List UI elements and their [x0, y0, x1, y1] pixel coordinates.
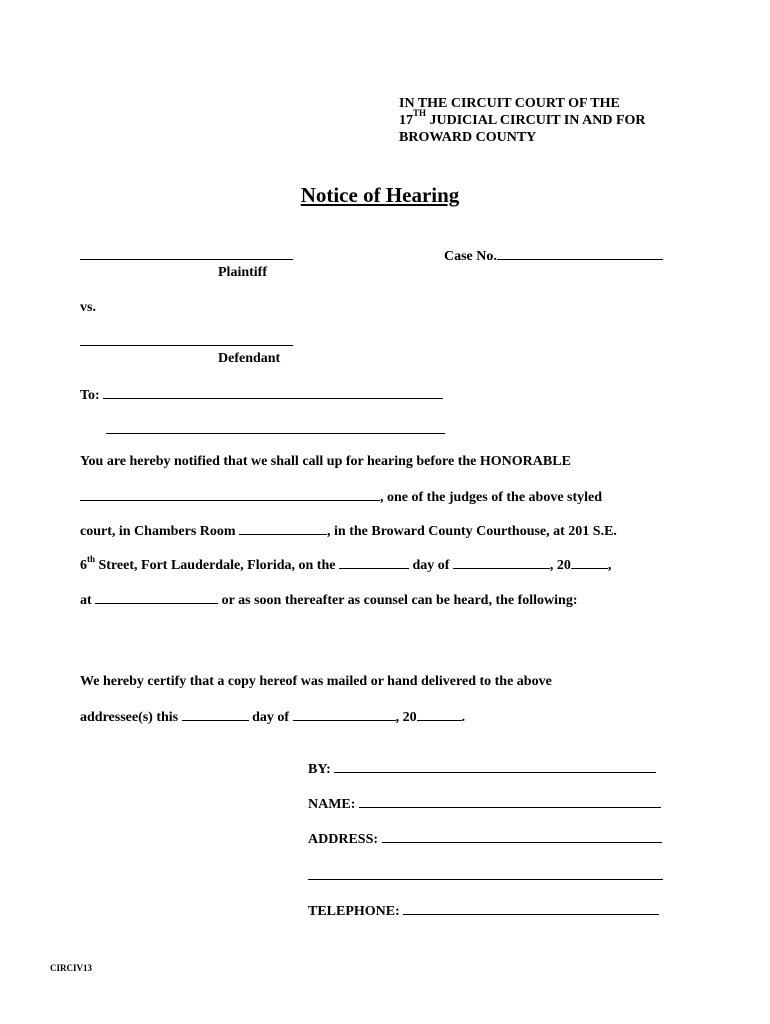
- circuit-number: 17: [399, 113, 413, 128]
- address-field-2[interactable]: [308, 867, 663, 885]
- judge-name-field[interactable]: [80, 488, 380, 501]
- circuit-text: JUDICIAL CIRCUIT IN AND FOR: [426, 113, 646, 128]
- to-field-2[interactable]: [106, 421, 445, 439]
- case-no: [444, 247, 663, 265]
- certify-year-field[interactable]: [417, 708, 462, 721]
- name-row: [308, 795, 661, 813]
- hearing-month-field[interactable]: [453, 556, 550, 569]
- by-label: BY:: [308, 762, 331, 777]
- name-label: NAME:: [308, 797, 356, 812]
- form-code: CIRCIV13: [50, 963, 93, 973]
- address-field[interactable]: [382, 830, 662, 843]
- certify-day-field[interactable]: [182, 708, 249, 721]
- telephone-field[interactable]: [403, 902, 659, 915]
- telephone-row: [308, 902, 659, 920]
- by-field[interactable]: [334, 760, 656, 773]
- address-label: ADDRESS:: [308, 832, 379, 847]
- body-line-3: court, in Chambers Room , in the Broward County Courthouse, at 201 S.E.: [80, 524, 617, 539]
- court-header-line3: BROWARD COUNTY: [399, 130, 537, 145]
- address-row: [308, 830, 662, 848]
- hearing-time-field[interactable]: [95, 591, 218, 604]
- by-row: [308, 760, 656, 778]
- case-no-label: Case No.: [444, 249, 497, 264]
- certify-month-field[interactable]: [293, 708, 396, 721]
- circuit-ordinal: TH: [413, 108, 427, 119]
- hearing-day-field[interactable]: [339, 556, 409, 569]
- certify-line-1: We hereby certify that a copy hereof was mailed or hand delivered to the above: [80, 674, 552, 689]
- to-row: [80, 386, 443, 404]
- court-header-line2: [399, 108, 646, 129]
- to-field[interactable]: [103, 386, 443, 399]
- to-label: To:: [80, 388, 100, 403]
- chambers-room-field[interactable]: [239, 522, 327, 535]
- name-field[interactable]: [359, 795, 661, 808]
- body-line-4: 6th Street, Fort Lauderdale, Florida, on the day of , 20 ,: [80, 554, 612, 573]
- certify-line-2: addressee(s) this day of , 20 .: [80, 710, 466, 725]
- case-no-field[interactable]: [497, 247, 663, 260]
- defendant-label: Defendant: [218, 351, 281, 366]
- plaintiff-field[interactable]: [80, 247, 293, 265]
- document-title: Notice of Hearing: [300, 183, 460, 207]
- defendant-field[interactable]: [80, 333, 293, 351]
- vs-label: vs.: [80, 300, 96, 315]
- body-line-5: at or as soon thereafter as counsel can be heard, the following:: [80, 593, 578, 608]
- hearing-year-field[interactable]: [571, 556, 608, 569]
- court-header: [399, 95, 646, 146]
- telephone-label: TELEPHONE:: [308, 904, 400, 919]
- body-line-1: You are hereby notified that we shall call up for hearing before the HONORABLE: [80, 454, 571, 469]
- court-header-line1: IN THE CIRCUIT COURT OF THE: [399, 96, 620, 111]
- body-line-2: , one of the judges of the above styled: [80, 488, 602, 506]
- plaintiff-label: Plaintiff: [218, 265, 267, 280]
